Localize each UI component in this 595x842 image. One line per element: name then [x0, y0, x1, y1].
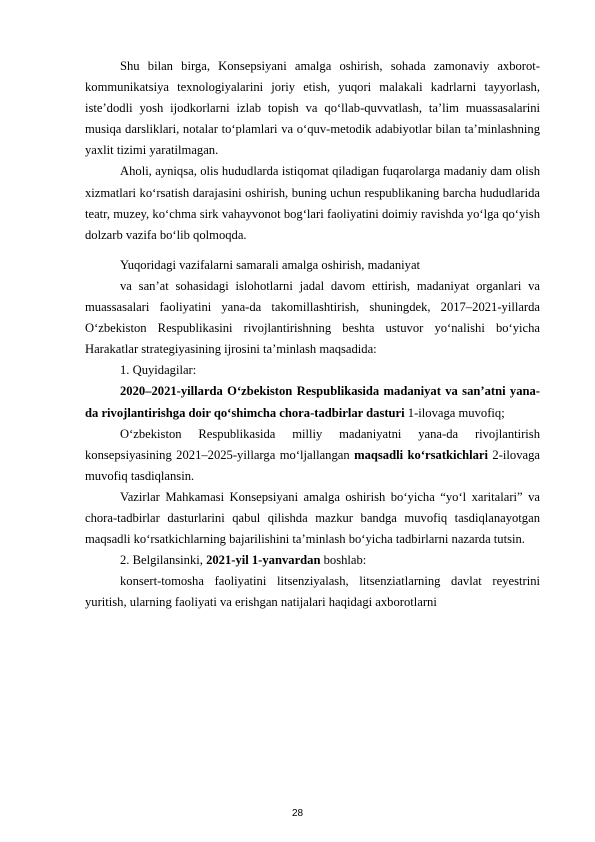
bold-effective-date: 2021-yil 1-yanvardan [206, 553, 321, 568]
paragraph-target-indicators: O‘zbekiston Respublikasida milliy madaniyatni yana-da rivojlantirish konsepsiyasining 2021–2025-yillarga mo‘ljallangan maqsadli ko‘rsatkichlari 2-ilovaga muvofiq tasdiqlansin. [85, 426, 540, 483]
bold-program-title: 2020–2021-yillarda O‘zbekiston Respublikasida madaniyat va san’atni yana-da rivojlantirishga doir qo‘shimcha chora-tadbirlar dasturi [85, 384, 540, 420]
document-body [85, 56, 540, 613]
paragraph-licensing: konsert-tomosha faoliyatini litsenziyalash, litsenziatlarning davlat reyestrini yuritish, ularning faoliyati va erishgan natijalari haqidagi axborotlarni [85, 574, 540, 610]
paragraph-no-modern-system: Shu bilan birga, Konsepsiyani amalga oshirish, sohada zamonaviy axborot-kommunikatsiya texnologiyalarini joriy etish, yuqori malakali kadrlarni tayyorlash, iste’dodli yosh ijodkorlarni izlab topish va qo‘llab-quvvatlash, ta’lim muassasalarini musiqa darsliklari, notalar to‘plamlari va o‘quv-metodik adabiyotlar bilan ta’minlashning yaxlit tizimi yaratilmagan. [85, 59, 540, 158]
paragraph-program-2020-2021: 2020–2021-yillarda O‘zbekiston Respublikasida madaniyat va san’atni yana-da rivojlantirishga doir qo‘shimcha chora-tadbirlar dasturi 1-ilovaga muvofiq; [85, 384, 540, 420]
paragraph-tasks-intro: Yuqoridagi vazifalarni samarali amalga oshirish, madaniyat [120, 257, 421, 272]
paragraph-cabinet-of-ministers: Vazirlar Mahkamasi Konsepsiyani amalga oshirish bo‘yicha “yo‘l xaritalari” va chora-tadbirlar dasturlarini qabul qilishda mazkur bandga muvofiq tasdiqlanayotgan maqsadli ko‘rsatkichlarning bajarilishini ta’minlash bo‘yicha tadbirlarni nazarda tutsin. [85, 489, 540, 547]
paragraph-item-2: 2. Belgilansinki, 2021-yil 1-yanvardan boshlab: [120, 553, 367, 568]
paragraph-reform-purpose: va san’at sohasidagi islohotlarni jadal davom ettirish, madaniyat organlari va muassasalari faoliyatini yana-da takomillashtirish, shuningdek, 2017–2021-yillarda O‘zbekiston Respublikasini rivojlantirishning beshta ustuvor yo‘nalishi bo‘yicha Harakatlar strategiyasining ijrosini ta’minlash maqsadida: [85, 278, 540, 357]
paragraph-cultural-services: Aholi, ayniqsa, olis hududlarda istiqomat qiladigan fuqarolarga madaniy dam olish xizmatlari ko‘rsatish darajasini oshirish, buning uchun respublikaning barcha hududlarida teatr, muzey, ko‘chma sirk vahayvonot bog‘lari faoliyatini doimiy ravishda yo‘lga qo‘yish dolzarb vazifa bo‘lib qolmoqda. [85, 164, 540, 242]
paragraph-item-1: 1. Quyidagilar: [120, 363, 197, 378]
bold-target-indicators: maqsadli ko‘rsatkichlari [354, 447, 488, 462]
page-number: 28 [291, 808, 304, 819]
